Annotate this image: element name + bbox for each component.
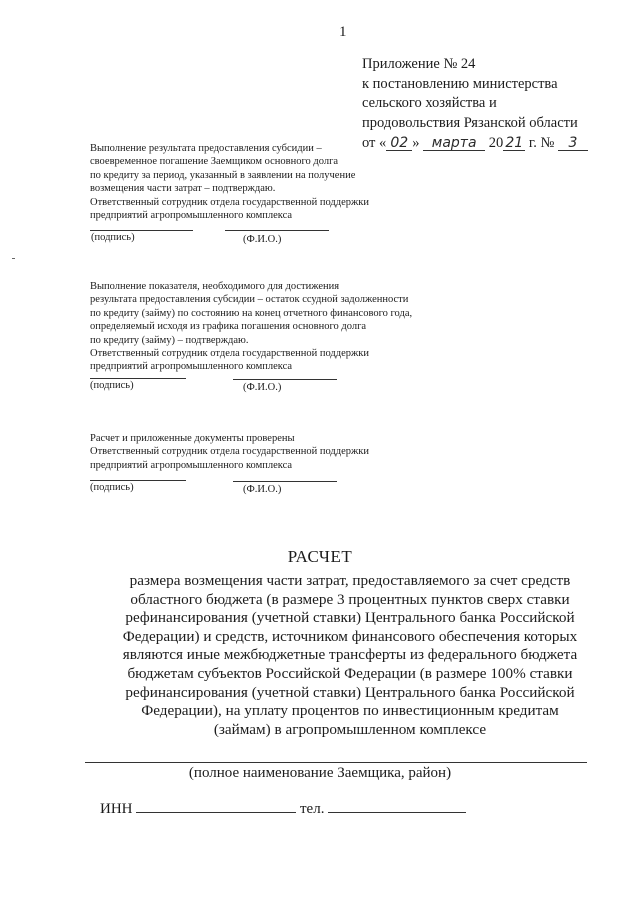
block2-line: определяемый исходя из графика погашения основного долга xyxy=(90,321,367,333)
verification-block-2 xyxy=(90,280,412,374)
body-line: являются иные межбюджетные трансферты из федерального бюджета xyxy=(122,646,578,664)
body-line: бюджетам субъектов Российской Федерации (в размере 100% ставки xyxy=(127,664,573,682)
block2-line: Ответственный сотрудник отдела государственной поддержки xyxy=(90,348,369,360)
block2-line: результата предоставления субсидии – остаток ссудной задолженности xyxy=(90,294,409,306)
appendix-line-1: Приложение № 24 xyxy=(362,56,476,72)
document-number: 3 xyxy=(558,136,588,151)
document-title: РАСЧЕТ xyxy=(287,547,353,566)
number-label: г. № xyxy=(528,135,555,151)
verification-block-3 xyxy=(90,432,369,472)
signature-line xyxy=(90,378,186,379)
body-line: рефинансирования (учетной ставки) Центрального банка Российской xyxy=(125,609,575,627)
year-prefix: 20 xyxy=(488,135,504,151)
block2-line: предприятий агропромышленного комплекса xyxy=(90,361,293,373)
block1-line: возмещения части затрат – подтверждаю. xyxy=(90,183,276,195)
date-day: 02 xyxy=(386,136,412,151)
appendix-line-3: сельского хозяйства и xyxy=(362,95,497,111)
block1-line: Выполнение результата предоставления субсидии – xyxy=(90,143,322,154)
date-prefix: от « xyxy=(362,135,387,151)
fio-line xyxy=(233,481,337,482)
block1-line: Ответственный сотрудник отдела государственной поддержки xyxy=(90,196,369,208)
fio-line xyxy=(233,379,337,380)
scan-mark xyxy=(12,258,15,259)
block2-line: Выполнение показателя, необходимого для достижения xyxy=(90,281,340,292)
borrower-name-line xyxy=(85,762,587,763)
block1-line: предприятий агропромышленного комплекса xyxy=(90,210,293,222)
tel-blank xyxy=(328,798,466,813)
tel-label: тел. xyxy=(300,801,325,817)
signature-line xyxy=(90,480,186,481)
appendix-date-line xyxy=(362,134,632,154)
inn-blank xyxy=(136,798,296,813)
fio-label: (Ф.И.О.) xyxy=(243,484,282,495)
block3-line: предприятий агропромышленного комплекса xyxy=(90,459,293,471)
body-line: областного бюджета (в размере 3 процентных пунктов сверх ставки xyxy=(130,590,570,608)
appendix-line-2: к постановлению министерства xyxy=(362,75,558,92)
block3-line: Ответственный сотрудник отдела государственной поддержки xyxy=(90,446,369,458)
signature-label: (подпись) xyxy=(90,482,134,493)
calculation-description xyxy=(100,572,600,739)
block2-line: по кредиту (займу) по состоянию на конец отчетного финансового года, xyxy=(90,307,413,319)
block1-line: своевременное погашение Заемщиком основного долга xyxy=(90,156,339,168)
inn-phone-row xyxy=(100,798,466,818)
date-mid: » xyxy=(412,135,420,151)
body-line: размера возмещения части затрат, предоставляемого за счет средств xyxy=(129,572,571,589)
borrower-name-label: (полное наименование Заемщика, район) xyxy=(188,765,452,781)
block3-line: Расчет и приложенные документы проверены xyxy=(90,433,295,444)
body-line: Федерации) и средств, источником финансового обеспечения которых xyxy=(122,627,578,645)
signature-line xyxy=(90,230,193,231)
block2-line: по кредиту (займу) – подтверждаю. xyxy=(90,334,249,346)
body-line: Федерации), на уплату процентов по инвестиционным кредитам xyxy=(141,702,559,720)
fio-label: (Ф.И.О.) xyxy=(243,234,282,245)
block1-line: по кредиту за период, указанный в заявлении на получение xyxy=(90,169,356,181)
fio-label: (Ф.И.О.) xyxy=(243,382,282,393)
page-number: 1 xyxy=(339,24,347,40)
appendix-line-4: продовольствия Рязанской области xyxy=(362,114,578,131)
signature-label: (подпись) xyxy=(91,232,135,243)
date-year: 21 xyxy=(503,136,525,151)
fio-line xyxy=(225,230,329,231)
signature-label: (подпись) xyxy=(90,380,134,391)
inn-label: ИНН xyxy=(100,801,133,817)
body-line: (займам) в агропромышленном комплексе xyxy=(213,720,487,738)
body-line: рефинансирования (учетной ставки) Центрального банка Российской xyxy=(125,683,575,701)
date-month: марта xyxy=(423,136,485,151)
appendix-header xyxy=(362,55,632,154)
verification-block-1 xyxy=(90,142,369,222)
